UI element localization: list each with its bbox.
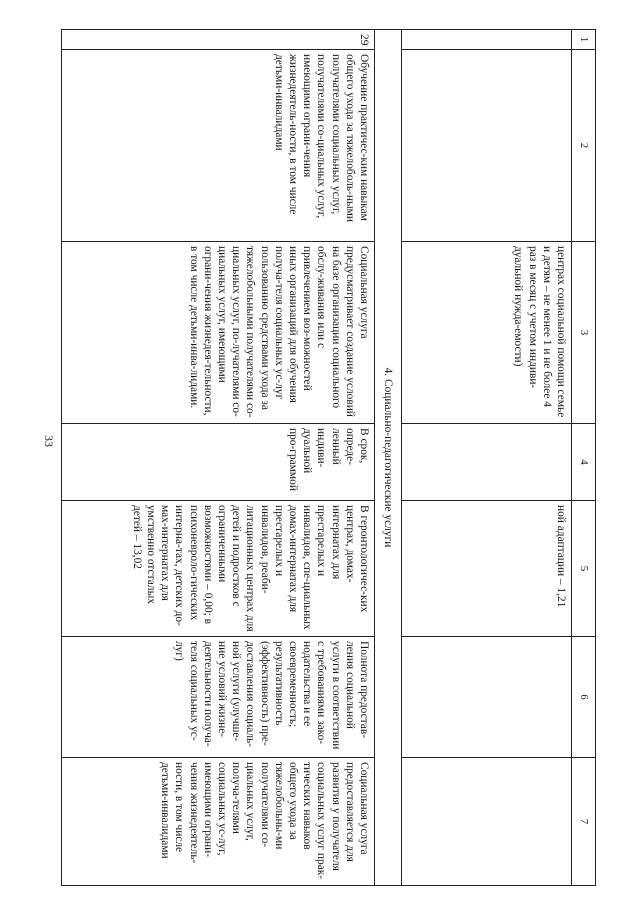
column-header: 1: [572, 30, 596, 50]
service-standard-cell: центрах социальной помощи семье и детям – не менее 1 и не более 4 раз в месяц с учетом индиви-дуальной нужда-емости): [402, 242, 572, 424]
service-name-cell: Обучение практичес-ким навыкам общего ухода за тяжелоболь-ными получателями социальных услуг, получателями со-циальных услуг, имеющими ограни-чения жизнедеятель-ности, в том числе детьми-инвалидами: [62, 50, 375, 242]
tariff-cell: В геронтологичес-ких центрах, домах-интернатах для престарелых и инвалидов, спе-циальных домах-интернатах для престарелых и инвалидов, реаби-литационных центрах для детей и подростков с ограниченными возможностями – 0,00; в психоневроло-гических интерна-тах, детских до-мах-интернатах для умственно отсталых детей – 13,02: [62, 501, 375, 637]
column-header: 2: [572, 50, 596, 242]
section-heading-row: [375, 30, 402, 886]
row-number: 29: [62, 30, 375, 50]
service-conditions-cell: Социальная услуга предоставляется для развития у получателя социальных услуг прак-тических навыков общего ухода за тяжелобольны-ми получателями со-циальных услуг, получа-телями социальных ус-луг, имеющими ограни-чения жизнедеятель-ности, в том числе детьми-инвалидами: [62, 758, 375, 886]
table-cell: [402, 758, 572, 886]
table-cell: [402, 637, 572, 758]
table-row: [62, 30, 375, 886]
tariff-cell: ной адаптации – 1,21: [402, 501, 572, 637]
table-cell: [402, 50, 572, 242]
rotated-document-sheet: [62, 29, 596, 885]
quality-indicators-cell: Полнота предостав-ления социальной услуги в соответствии с требованиями зако-нодательства и ее своевременность; результативность (эффективность) пре-доставления социаль-ной услуги (улучше-ние условий жизне-деятельности получа-теля социальных ус-луг): [62, 637, 375, 758]
section-title: 4. Социально-педагогические услуги: [375, 30, 402, 886]
page-number: 33: [42, 435, 56, 447]
continuation-row: [402, 30, 572, 886]
column-header: 3: [572, 242, 596, 424]
column-header: 5: [572, 501, 596, 637]
table-cell: [402, 424, 572, 501]
services-table: [61, 29, 596, 886]
column-header: 4: [572, 424, 596, 501]
column-number-header-row: [572, 30, 596, 886]
column-header: 6: [572, 637, 596, 758]
service-deadline-cell: В срок, опреде-ленный индиви-дуальной про-граммой: [62, 424, 375, 501]
column-header: 7: [572, 758, 596, 886]
table-cell: [402, 30, 572, 50]
service-description-cell: Социальная услуга предусматривает создание условий на базе организации социального обслу-живания или с привлечением воз-можностей иных организаций для обучения получа-теля социальных ус-луг пользованию средствами ухода за тяжелобольными получателями со-циальных услуг, по-лучателями со-циальных услуг, имеющими ограни-чения жизнедея-тельности, в том числе детьми-инва-лидами.: [62, 242, 375, 424]
